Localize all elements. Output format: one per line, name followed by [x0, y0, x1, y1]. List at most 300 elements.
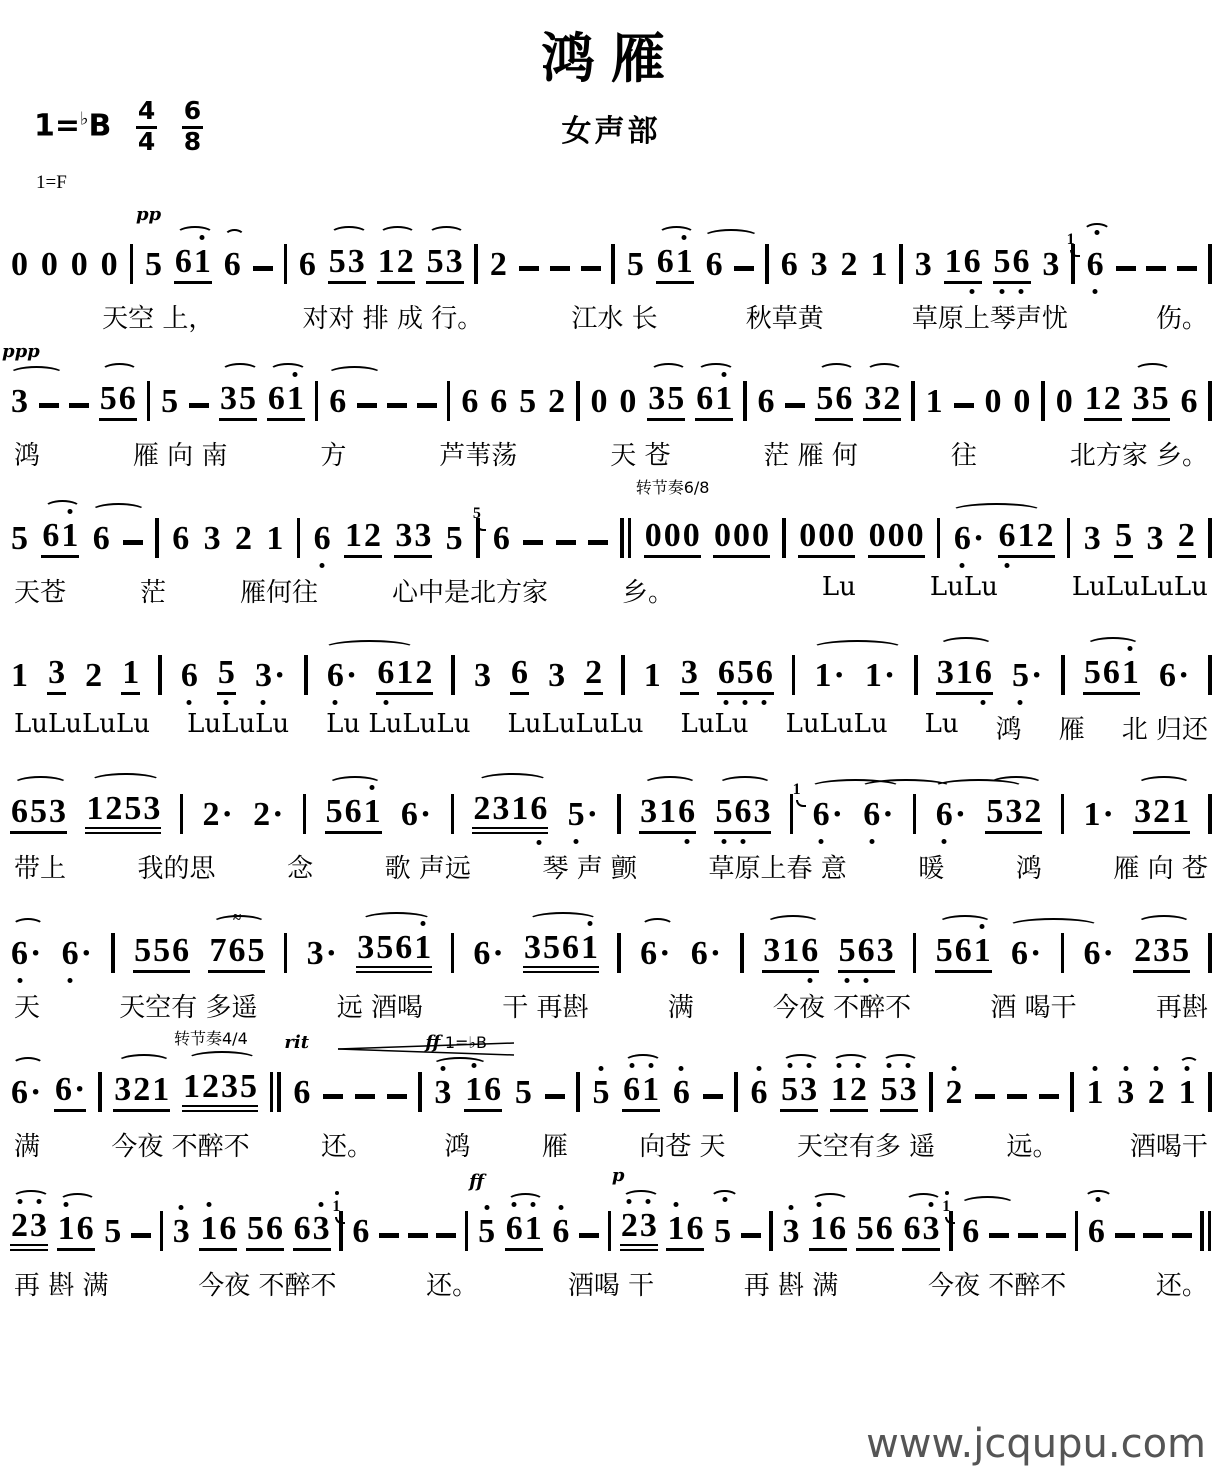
note: 6 — [1180, 383, 1198, 420]
double-barline — [1200, 1211, 1211, 1251]
note: 6 — [749, 1076, 768, 1112]
note: 6 — [705, 248, 724, 284]
slur-arc — [658, 226, 695, 242]
octave-dot-above — [1154, 1066, 1159, 1071]
octave-dot-below — [960, 563, 965, 568]
note: 3 5 6 1 — [523, 931, 599, 973]
lyrics-row — [0, 987, 1222, 1024]
barline — [1208, 244, 1212, 284]
note: 2 3 p — [620, 1209, 658, 1251]
annotation: 转节奏6/8 — [635, 478, 710, 497]
slur-arc — [782, 1054, 819, 1070]
lyric-segment: 今夜 不醉不 — [927, 1271, 1067, 1301]
music-line — [0, 204, 1222, 335]
note: 6 1 — [41, 519, 79, 558]
note: 5 — [161, 383, 179, 420]
note: 6 5 6 — [717, 656, 774, 695]
slur-arc — [905, 1193, 942, 1209]
lyric-segment: 茫 雁 何 — [763, 441, 858, 471]
note: 6 — [551, 1215, 570, 1251]
notation-row — [0, 1165, 1222, 1251]
note: 6 · — [10, 1076, 42, 1112]
note: 1 — [11, 657, 28, 694]
barline — [447, 381, 451, 421]
duration-dash — [131, 1233, 151, 1251]
note: 1 2 — [377, 245, 415, 284]
barline — [155, 518, 159, 558]
duration-dash — [323, 1094, 343, 1112]
note: 5 — [713, 1215, 732, 1251]
lyric-segment: 对对 排 成 行。 — [302, 304, 484, 334]
note: 2 — [1177, 519, 1196, 558]
note: 3 · — [254, 659, 286, 695]
note: 6 · — [400, 796, 432, 833]
octave-dot-above — [598, 1066, 603, 1071]
octave-dot-above — [471, 1063, 476, 1068]
duration-dash — [550, 266, 570, 284]
slur-arc — [330, 226, 367, 242]
note: 6 1 2 — [998, 519, 1055, 558]
note: 1 2 — [344, 519, 382, 558]
note: 0 — [11, 246, 28, 283]
octave-dot-below — [721, 839, 726, 844]
lyric-segment: 远。 — [1006, 1132, 1059, 1162]
lyrics-row — [0, 298, 1222, 335]
notation-row — [0, 910, 1222, 973]
duration-dash — [1018, 1233, 1038, 1251]
music-line — [0, 1029, 1222, 1163]
note: 1 6 — [666, 1212, 704, 1251]
barline — [474, 244, 478, 284]
duration-dash — [954, 403, 974, 421]
lyric-segment: 念 — [287, 854, 314, 884]
note: 6 — [298, 246, 316, 283]
octave-dot-below — [333, 700, 338, 705]
note: 2 · — [202, 796, 233, 833]
note: 6 · — [326, 659, 358, 695]
duration-dash — [417, 403, 437, 421]
note: 6 — [672, 1076, 691, 1112]
barline — [913, 933, 917, 973]
note: 6 3 — [293, 1212, 331, 1251]
barline — [1208, 933, 1212, 973]
note: 1 · — [1083, 796, 1114, 833]
octave-dot-below — [869, 839, 874, 844]
slur-arc — [718, 776, 772, 792]
octave-dot-below — [261, 700, 266, 705]
note: 6 1 — [267, 382, 305, 421]
double-barline — [270, 1072, 281, 1112]
barline — [740, 933, 744, 973]
mordent-icon: ≈ — [232, 910, 242, 926]
octave-dot-below — [743, 700, 748, 705]
music-line — [0, 478, 1222, 609]
note: 5 3 — [426, 245, 464, 284]
duration-dash — [436, 1233, 456, 1251]
note: 3 · — [306, 935, 337, 972]
lyric-segment: 带上 — [14, 854, 67, 884]
annotation: ff — [469, 1171, 484, 1192]
lyric-segment: 雁何往 — [239, 578, 318, 608]
lyric-segment: 北方家 乡。 — [1069, 441, 1208, 471]
note: 5 6 1 — [935, 934, 992, 973]
barline — [1208, 1072, 1212, 1112]
slur-arc — [12, 1190, 49, 1206]
note: 5 6 — [856, 1212, 894, 1251]
note: 3 — [47, 656, 66, 695]
lyric-segment: 方 — [320, 441, 347, 471]
fermata-icon — [1083, 223, 1111, 240]
barline — [792, 655, 796, 695]
note: 5 · — [567, 798, 599, 834]
lyric-segment: 乡。 — [621, 578, 674, 608]
note: 1 — [266, 520, 284, 557]
fermata-icon — [1084, 1190, 1112, 1207]
note: 3 1 6 — [762, 934, 819, 973]
lyrics-row — [0, 435, 1222, 472]
lyric-segment: 再斟 — [1155, 993, 1208, 1023]
note: 6 — [328, 385, 347, 421]
barline — [576, 1072, 580, 1112]
note: 5 — [591, 1076, 610, 1112]
barline — [284, 933, 288, 973]
slur-arc — [90, 773, 161, 789]
note: 2 3 — [10, 1209, 48, 1251]
note: 5 6 — [99, 382, 137, 421]
note: 1 · — [814, 659, 846, 695]
lyric-segment: 天 苍 — [610, 441, 671, 471]
note: 6 · — [935, 798, 967, 834]
octave-dot-below — [383, 700, 388, 705]
octave-dot-below — [740, 839, 745, 844]
octave-dot-below — [320, 563, 325, 568]
grace-octave-dot — [335, 1191, 339, 1195]
slur-arc — [1008, 918, 1099, 934]
note: 5 6 — [815, 382, 853, 421]
lyric-segment: 酒 喝干 — [990, 993, 1077, 1023]
slur-arc — [428, 226, 465, 242]
note: 6 · — [54, 1073, 86, 1112]
octave-dot-below — [574, 839, 579, 844]
duration-dash — [581, 266, 601, 284]
note: 0 — [590, 383, 608, 420]
lyric-segment: 心中是北方家 — [391, 578, 548, 608]
note: 3 2 1 — [1133, 795, 1190, 834]
lyric-segment: 歌 声远 — [384, 854, 471, 884]
note: 6 · 1 — [812, 798, 844, 834]
note: 3 5 — [219, 382, 257, 421]
note: 6 1 — [174, 245, 212, 284]
octave-dot-above — [951, 1066, 956, 1071]
barline — [1070, 1072, 1074, 1112]
slur-arc — [477, 773, 548, 789]
lyric-segment: 茫 — [139, 578, 166, 608]
duration-dash — [588, 540, 608, 558]
note: 6 · — [473, 935, 504, 972]
slur-arc — [12, 1057, 44, 1073]
barline — [1208, 518, 1212, 558]
barline — [929, 1072, 933, 1112]
annotation: 转节奏4/4 — [174, 1029, 248, 1048]
lyric-segment: 向苍 天 — [639, 1132, 726, 1162]
octave-dot-below — [807, 978, 812, 983]
note: 0 — [70, 246, 88, 283]
note: 1 2 3 5 转节奏4/4 — [182, 1070, 258, 1112]
note: 2 3 1 6 — [472, 792, 548, 834]
note: 5 6 — [993, 245, 1031, 284]
octave-dot-below — [819, 839, 824, 844]
notation-row — [0, 655, 1222, 695]
barline — [1041, 381, 1045, 421]
slur-arc — [1086, 637, 1140, 653]
note: 2 — [584, 656, 603, 695]
barline — [158, 655, 162, 695]
lyric-segment: LuLuLu — [785, 709, 888, 739]
barline — [1061, 794, 1065, 834]
note: 3 ppp — [10, 385, 29, 421]
note: 5 — [217, 656, 236, 695]
barline — [111, 933, 115, 973]
octave-dot-below — [17, 978, 22, 983]
slur-arc — [832, 1054, 869, 1070]
notation-row — [0, 1029, 1222, 1112]
duration-dash — [253, 266, 273, 284]
duration-dash — [1177, 266, 1197, 284]
slur-arc — [101, 363, 138, 379]
slur-arc — [650, 363, 687, 379]
lyric-segment: 鸿 — [444, 1132, 471, 1162]
score — [0, 198, 1222, 1302]
lyrics-row — [0, 848, 1222, 885]
key-signature — [34, 98, 203, 156]
lyrics-row — [0, 1265, 1222, 1302]
note: 3 1 6 — [936, 656, 993, 695]
octave-dot-below — [1018, 700, 1023, 705]
note: 5 3 — [880, 1073, 918, 1112]
slur-arc — [622, 1190, 659, 1206]
octave-dot-below — [536, 840, 541, 845]
lyric-segment: LuLuLuLu — [507, 709, 644, 739]
note: 6 — [510, 656, 529, 695]
lyric-segment: LuLuLuLu — [14, 709, 151, 739]
slur-arc — [938, 915, 992, 931]
barline — [98, 1072, 102, 1112]
lyric-segment: 往 — [950, 441, 977, 471]
note: 6 1 — [505, 1212, 543, 1251]
note: 5 pp — [135, 204, 162, 283]
annotation: pp — [135, 204, 162, 225]
lyric-segment: 远 酒喝 — [336, 993, 423, 1023]
notation-row — [0, 204, 1222, 284]
lyric-segment: 酒喝 干 — [567, 1271, 655, 1301]
note: 0 — [1013, 383, 1031, 420]
slur-arc — [13, 776, 67, 792]
octave-dot-above — [1123, 1066, 1128, 1071]
note: 5 — [519, 383, 537, 420]
barline — [451, 933, 455, 973]
note: 5 6 3 — [838, 934, 895, 973]
duration-dash — [189, 403, 209, 421]
lyric-segment: 天空 上， — [102, 304, 215, 334]
octave-dot-below — [762, 700, 767, 705]
lyric-segment: 满 — [667, 993, 694, 1023]
lyric-segment: 鸿 — [995, 715, 1022, 745]
note: 3 — [172, 1215, 191, 1251]
lyric-segment: 芦苇荡 — [439, 441, 518, 471]
barline — [1075, 1211, 1079, 1251]
slur-arc — [379, 226, 416, 242]
note: 1 6 — [199, 1212, 237, 1251]
note: 3 — [548, 657, 566, 694]
duration-dash — [523, 540, 543, 558]
note: 0 — [984, 383, 1002, 420]
duration-dash — [579, 1233, 599, 1251]
notation-row — [0, 341, 1222, 421]
slur-arc — [221, 363, 258, 379]
note: 6 — [180, 659, 199, 695]
note: 1 — [925, 383, 943, 420]
octave-dot-below — [224, 700, 229, 705]
barline — [1208, 794, 1212, 834]
note: 2 — [548, 383, 566, 420]
time-signature-2 — [182, 98, 203, 156]
note: 6 — [757, 383, 775, 420]
time-signature-1-numerator: 4 — [136, 98, 157, 129]
note: 5 3 — [328, 245, 366, 284]
duration-dash — [1116, 266, 1136, 284]
note: 5 5 6 — [133, 934, 190, 973]
barline — [782, 518, 786, 558]
note: 6 rit — [292, 1076, 311, 1112]
slur-arc — [176, 226, 213, 242]
note: 3 — [473, 657, 491, 694]
duration-dash — [387, 403, 407, 421]
note: 5 · — [1011, 659, 1043, 695]
time-signature-1 — [136, 98, 157, 156]
note: 6 5 3 — [10, 795, 67, 834]
notation-row — [0, 781, 1222, 834]
slur-arc — [327, 366, 382, 382]
octave-dot-above — [179, 1205, 184, 1210]
lyric-segment: 干 再斟 — [502, 993, 589, 1023]
slur-arc — [528, 912, 599, 928]
slur-arc — [960, 1196, 1015, 1212]
lyric-segment: 今夜 不醉不 — [111, 1132, 250, 1162]
note: 1 6 — [57, 1212, 95, 1251]
lyric-segment: 再 斟 满 — [14, 1271, 109, 1301]
note: 6 · — [639, 937, 671, 973]
note: 5 — [445, 520, 463, 557]
note: 6 1 — [695, 382, 733, 421]
duration-dash — [975, 1094, 995, 1112]
note: 3 — [914, 246, 932, 283]
note: 6 3 — [902, 1212, 940, 1251]
barline — [160, 1211, 164, 1251]
flat-accidental: ♭ — [80, 108, 89, 130]
note: 6 — [313, 522, 332, 558]
grace-note: 1 — [332, 1198, 345, 1224]
notation-row — [0, 478, 1222, 558]
slur-arc — [9, 366, 64, 382]
note: 6 · — [61, 937, 93, 973]
barline — [899, 244, 903, 284]
note: 3 1 6 — [639, 795, 696, 834]
note: 6 1 — [961, 1215, 980, 1251]
lyric-segment: 江水 长 — [571, 304, 658, 334]
duration-dash — [408, 1233, 428, 1251]
slur-arc — [866, 363, 903, 379]
note: 0 0 0 — [713, 519, 770, 558]
duration-dash — [1039, 1094, 1059, 1112]
note: 3 — [810, 246, 828, 283]
slur-arc — [328, 776, 382, 792]
barline — [180, 794, 184, 834]
note: 2 — [85, 657, 103, 694]
lyric-segment: 满 — [14, 1132, 41, 1162]
lyric-segment: 再 斟 满 — [743, 1271, 839, 1301]
note: 1 — [121, 656, 140, 695]
note: 0 — [619, 383, 637, 420]
note: 6 — [461, 383, 479, 420]
octave-dot-above — [484, 1205, 489, 1210]
annotation: rit — [284, 1032, 310, 1053]
barline — [743, 381, 747, 421]
note: 0 — [40, 246, 58, 283]
slur-arc — [507, 1193, 544, 1209]
note: 3 — [782, 1215, 801, 1251]
slur-arc — [12, 918, 44, 934]
barline — [608, 1211, 612, 1251]
slur-arc — [703, 229, 758, 245]
slur-arc — [361, 912, 432, 928]
lyric-segment: 今夜 不醉不 — [772, 993, 912, 1023]
barline — [130, 244, 134, 284]
slur-arc — [818, 363, 855, 379]
note: 2 — [235, 520, 253, 557]
lyric-segment: 天 — [14, 993, 41, 1023]
octave-dot-above — [673, 1202, 678, 1207]
lyric-segment: 天苍 — [14, 578, 67, 608]
music-line — [0, 655, 1222, 746]
note: 5 6 — [246, 1212, 284, 1251]
note: 5 6 1 — [325, 795, 382, 834]
note: 6 — [92, 522, 111, 558]
barline — [734, 1072, 738, 1112]
barline — [284, 244, 288, 284]
slur-arc — [812, 640, 903, 656]
lyric-segment: 还。 — [426, 1271, 479, 1301]
note: 3 — [1083, 520, 1101, 557]
slur-arc — [697, 363, 734, 379]
octave-dot-below — [942, 839, 947, 844]
note: 6 · — [690, 935, 722, 972]
duration-dash — [1115, 1233, 1135, 1251]
lyric-segment: Lu LuLuLu — [326, 709, 471, 739]
note: 6 5 — [472, 505, 510, 557]
lyric-segment: 还。 — [1155, 1271, 1208, 1301]
grace-note: 1 — [1067, 231, 1080, 257]
slur-arc — [269, 363, 306, 379]
octave-dot-below — [187, 700, 192, 705]
note: 1 6 — [809, 1212, 847, 1251]
note: 1 — [1085, 1076, 1104, 1112]
note: 5 — [104, 1213, 122, 1250]
octave-dot-below — [1005, 563, 1010, 568]
note: 0 0 0 — [868, 519, 925, 558]
note: 1 · — [864, 657, 896, 694]
note: 3 — [680, 656, 699, 695]
slur-arc — [624, 1054, 661, 1070]
